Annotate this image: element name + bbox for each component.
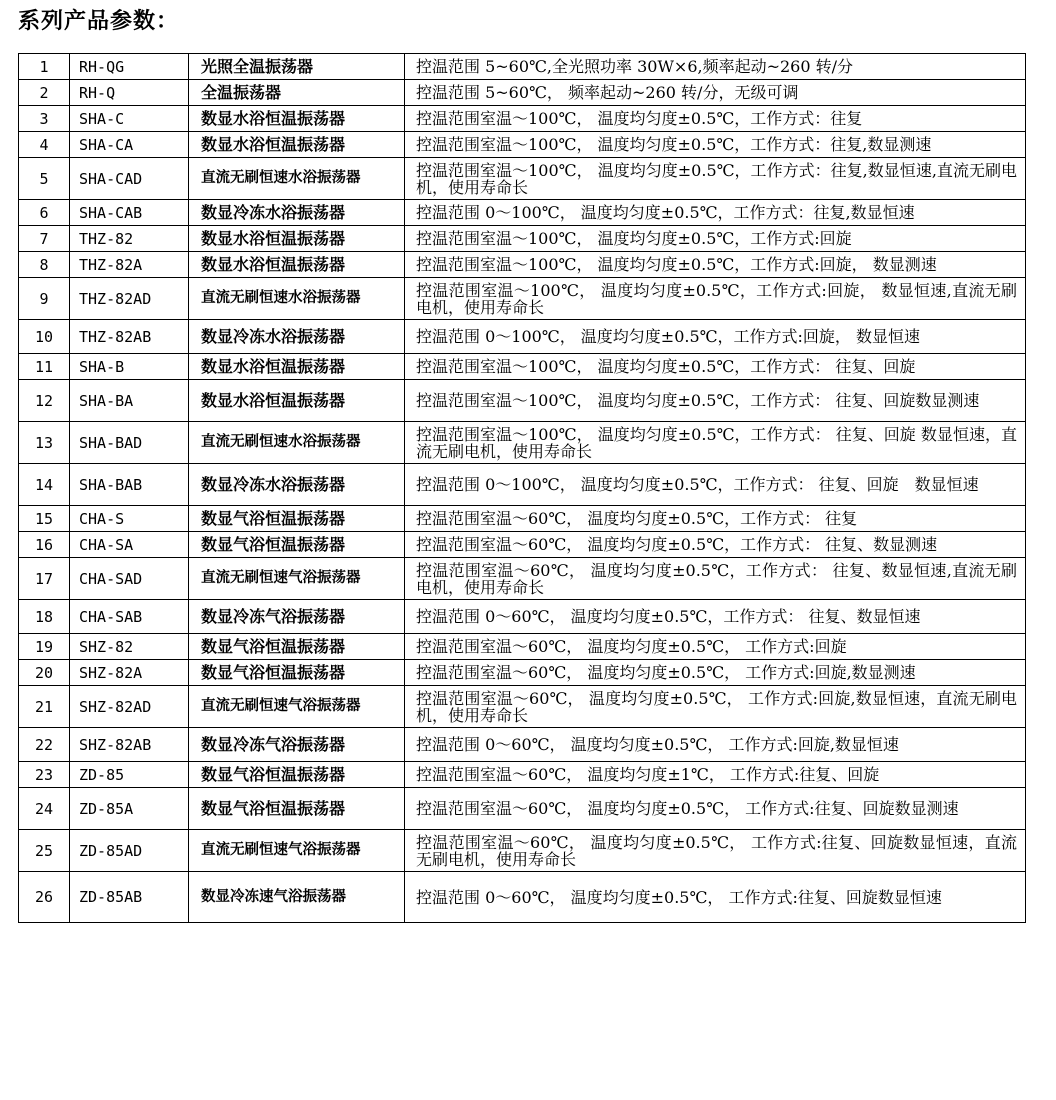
- row-number: 2: [19, 80, 70, 106]
- table-row: [19, 132, 1026, 158]
- description-cell: 控温范围室温～60℃， 温度均匀度±0.5℃， 工作方式:回旋,数显恒速，直流无刷电机，使用寿命长: [405, 686, 1026, 728]
- description-cell: 控温范围室温～100℃， 温度均匀度±0.5℃，工作方式：往复,数显恒速,直流无刷电机，使用寿命长: [405, 158, 1026, 200]
- row-number: 15: [19, 506, 70, 532]
- table-body: [19, 54, 1026, 923]
- product-name-cell: 数显气浴恒温振荡器: [189, 506, 405, 532]
- model-cell: THZ-82AB: [70, 320, 189, 354]
- product-name-cell: 数显水浴恒温振荡器: [189, 354, 405, 380]
- model-cell: SHZ-82AB: [70, 728, 189, 762]
- table-row: [19, 634, 1026, 660]
- row-number: 19: [19, 634, 70, 660]
- row-number: 8: [19, 252, 70, 278]
- product-name-cell: 直流无刷恒速水浴振荡器: [189, 422, 405, 464]
- model-cell: SHA-BA: [70, 380, 189, 422]
- product-name-cell: 全温振荡器: [189, 80, 405, 106]
- row-number: 17: [19, 558, 70, 600]
- description-cell: 控温范围室温～100℃， 温度均匀度±0.5℃，工作方式:回旋， 数显测速: [405, 252, 1026, 278]
- row-number: 7: [19, 226, 70, 252]
- model-cell: SHZ-82A: [70, 660, 189, 686]
- product-name-cell: 数显气浴恒温振荡器: [189, 762, 405, 788]
- row-number: 4: [19, 132, 70, 158]
- row-number: 26: [19, 872, 70, 923]
- model-cell: THZ-82A: [70, 252, 189, 278]
- model-cell: SHA-BAB: [70, 464, 189, 506]
- table-row: [19, 278, 1026, 320]
- description-cell: 控温范围室温～60℃， 温度均匀度±0.5℃， 工作方式:往复、回旋数显恒速，直流无刷电机，使用寿命长: [405, 830, 1026, 872]
- description-cell: 控温范围 0～100℃， 温度均匀度±0.5℃，工作方式:回旋， 数显恒速: [405, 320, 1026, 354]
- table-row: [19, 728, 1026, 762]
- model-cell: SHA-BAD: [70, 422, 189, 464]
- description-cell: 控温范围室温～60℃， 温度均匀度±0.5℃， 工作方式:回旋,数显测速: [405, 660, 1026, 686]
- model-cell: SHA-CAD: [70, 158, 189, 200]
- description-cell: 控温范围 0～60℃， 温度均匀度±0.5℃， 工作方式:往复、回旋数显恒速: [405, 872, 1026, 923]
- description-cell: 控温范围室温～100℃， 温度均匀度±0.5℃，工作方式：往复: [405, 106, 1026, 132]
- table-row: [19, 506, 1026, 532]
- description-cell: 控温范围室温～60℃， 温度均匀度±0.5℃， 工作方式:回旋: [405, 634, 1026, 660]
- table-row: [19, 106, 1026, 132]
- description-cell: 控温范围室温～60℃， 温度均匀度±0.5℃，工作方式： 往复、数显恒速,直流无刷电机，使用寿命长: [405, 558, 1026, 600]
- model-cell: ZD-85AD: [70, 830, 189, 872]
- product-name-cell: 直流无刷恒速气浴振荡器: [189, 686, 405, 728]
- table-row: [19, 872, 1026, 923]
- row-number: 1: [19, 54, 70, 80]
- table-row: [19, 200, 1026, 226]
- table-row: [19, 464, 1026, 506]
- model-cell: SHZ-82: [70, 634, 189, 660]
- product-name-cell: 数显冷冻气浴振荡器: [189, 728, 405, 762]
- product-name-cell: 数显冷冻水浴振荡器: [189, 464, 405, 506]
- table-row: [19, 380, 1026, 422]
- product-name-cell: 直流无刷恒速气浴振荡器: [189, 558, 405, 600]
- description-cell: 控温范围室温～100℃， 温度均匀度±0.5℃，工作方式:回旋， 数显恒速,直流无刷电机，使用寿命长: [405, 278, 1026, 320]
- description-cell: 控温范围 5~60℃,全光照功率 30W×6,频率起动~260 转/分: [405, 54, 1026, 80]
- table-row: [19, 532, 1026, 558]
- row-number: 6: [19, 200, 70, 226]
- table-row: [19, 422, 1026, 464]
- row-number: 13: [19, 422, 70, 464]
- model-cell: RH-Q: [70, 80, 189, 106]
- table-row: [19, 226, 1026, 252]
- description-cell: 控温范围 0～60℃， 温度均匀度±0.5℃， 工作方式:回旋,数显恒速: [405, 728, 1026, 762]
- description-cell: 控温范围 0～100℃， 温度均匀度±0.5℃，工作方式：往复,数显恒速: [405, 200, 1026, 226]
- description-cell: 控温范围 0～60℃， 温度均匀度±0.5℃，工作方式： 往复、数显恒速: [405, 600, 1026, 634]
- row-number: 12: [19, 380, 70, 422]
- row-number: 23: [19, 762, 70, 788]
- product-name-cell: 数显水浴恒温振荡器: [189, 380, 405, 422]
- table-row: [19, 660, 1026, 686]
- table-row: [19, 158, 1026, 200]
- row-number: 11: [19, 354, 70, 380]
- model-cell: SHA-B: [70, 354, 189, 380]
- product-name-cell: 数显冷冻水浴振荡器: [189, 320, 405, 354]
- row-number: 25: [19, 830, 70, 872]
- row-number: 3: [19, 106, 70, 132]
- product-name-cell: 数显冷冻速气浴振荡器: [189, 872, 405, 923]
- model-cell: CHA-S: [70, 506, 189, 532]
- model-cell: CHA-SAB: [70, 600, 189, 634]
- model-cell: CHA-SA: [70, 532, 189, 558]
- row-number: 14: [19, 464, 70, 506]
- row-number: 5: [19, 158, 70, 200]
- table-row: [19, 320, 1026, 354]
- product-name-cell: 数显气浴恒温振荡器: [189, 660, 405, 686]
- product-name-cell: 数显冷冻水浴振荡器: [189, 200, 405, 226]
- product-name-cell: 数显冷冻气浴振荡器: [189, 600, 405, 634]
- description-cell: 控温范围室温～60℃， 温度均匀度±0.5℃，工作方式： 往复: [405, 506, 1026, 532]
- description-cell: 控温范围室温～100℃， 温度均匀度±0.5℃，工作方式： 往复、回旋: [405, 354, 1026, 380]
- row-number: 24: [19, 788, 70, 830]
- model-cell: ZD-85: [70, 762, 189, 788]
- product-name-cell: 数显水浴恒温振荡器: [189, 252, 405, 278]
- product-name-cell: 数显气浴恒温振荡器: [189, 788, 405, 830]
- product-name-cell: 直流无刷恒速水浴振荡器: [189, 158, 405, 200]
- model-cell: CHA-SAD: [70, 558, 189, 600]
- description-cell: 控温范围 0～100℃， 温度均匀度±0.5℃，工作方式： 往复、回旋 数显恒速: [405, 464, 1026, 506]
- description-cell: 控温范围室温～60℃， 温度均匀度±0.5℃，工作方式： 往复、数显测速: [405, 532, 1026, 558]
- row-number: 20: [19, 660, 70, 686]
- model-cell: SHA-C: [70, 106, 189, 132]
- row-number: 9: [19, 278, 70, 320]
- model-cell: THZ-82: [70, 226, 189, 252]
- description-cell: 控温范围室温～60℃， 温度均匀度±0.5℃， 工作方式:往复、回旋数显测速: [405, 788, 1026, 830]
- table-row: [19, 558, 1026, 600]
- product-name-cell: 直流无刷恒速水浴振荡器: [189, 278, 405, 320]
- table-row: [19, 600, 1026, 634]
- model-cell: THZ-82AD: [70, 278, 189, 320]
- model-cell: SHA-CAB: [70, 200, 189, 226]
- product-name-cell: 数显水浴恒温振荡器: [189, 106, 405, 132]
- table-row: [19, 252, 1026, 278]
- row-number: 18: [19, 600, 70, 634]
- description-cell: 控温范围室温～100℃， 温度均匀度±0.5℃，工作方式： 往复、回旋数显测速: [405, 380, 1026, 422]
- description-cell: 控温范围室温～100℃， 温度均匀度±0.5℃，工作方式:回旋: [405, 226, 1026, 252]
- product-name-cell: 数显水浴恒温振荡器: [189, 132, 405, 158]
- row-number: 22: [19, 728, 70, 762]
- description-cell: 控温范围室温～100℃， 温度均匀度±0.5℃，工作方式：往复,数显测速: [405, 132, 1026, 158]
- model-cell: SHA-CA: [70, 132, 189, 158]
- row-number: 10: [19, 320, 70, 354]
- row-number: 16: [19, 532, 70, 558]
- model-cell: ZD-85AB: [70, 872, 189, 923]
- row-number: 21: [19, 686, 70, 728]
- model-cell: SHZ-82AD: [70, 686, 189, 728]
- model-cell: ZD-85A: [70, 788, 189, 830]
- table-row: [19, 686, 1026, 728]
- product-name-cell: 直流无刷恒速气浴振荡器: [189, 830, 405, 872]
- table-row: [19, 54, 1026, 80]
- table-row: [19, 80, 1026, 106]
- product-name-cell: 光照全温振荡器: [189, 54, 405, 80]
- table-row: [19, 762, 1026, 788]
- page-title: 系列产品参数：: [18, 9, 180, 34]
- table-row: [19, 830, 1026, 872]
- description-cell: 控温范围室温～60℃， 温度均匀度±1℃， 工作方式:往复、回旋: [405, 762, 1026, 788]
- product-name-cell: 数显气浴恒温振荡器: [189, 634, 405, 660]
- table-row: [19, 788, 1026, 830]
- product-parameter-table: [18, 53, 1026, 923]
- description-cell: 控温范围室温～100℃， 温度均匀度±0.5℃，工作方式： 往复、回旋 数显恒速，直流无刷电机，使用寿命长: [405, 422, 1026, 464]
- table-row: [19, 354, 1026, 380]
- model-cell: RH-QG: [70, 54, 189, 80]
- product-name-cell: 数显气浴恒温振荡器: [189, 532, 405, 558]
- description-cell: 控温范围 5~60℃， 频率起动~260 转/分，无级可调: [405, 80, 1026, 106]
- product-name-cell: 数显水浴恒温振荡器: [189, 226, 405, 252]
